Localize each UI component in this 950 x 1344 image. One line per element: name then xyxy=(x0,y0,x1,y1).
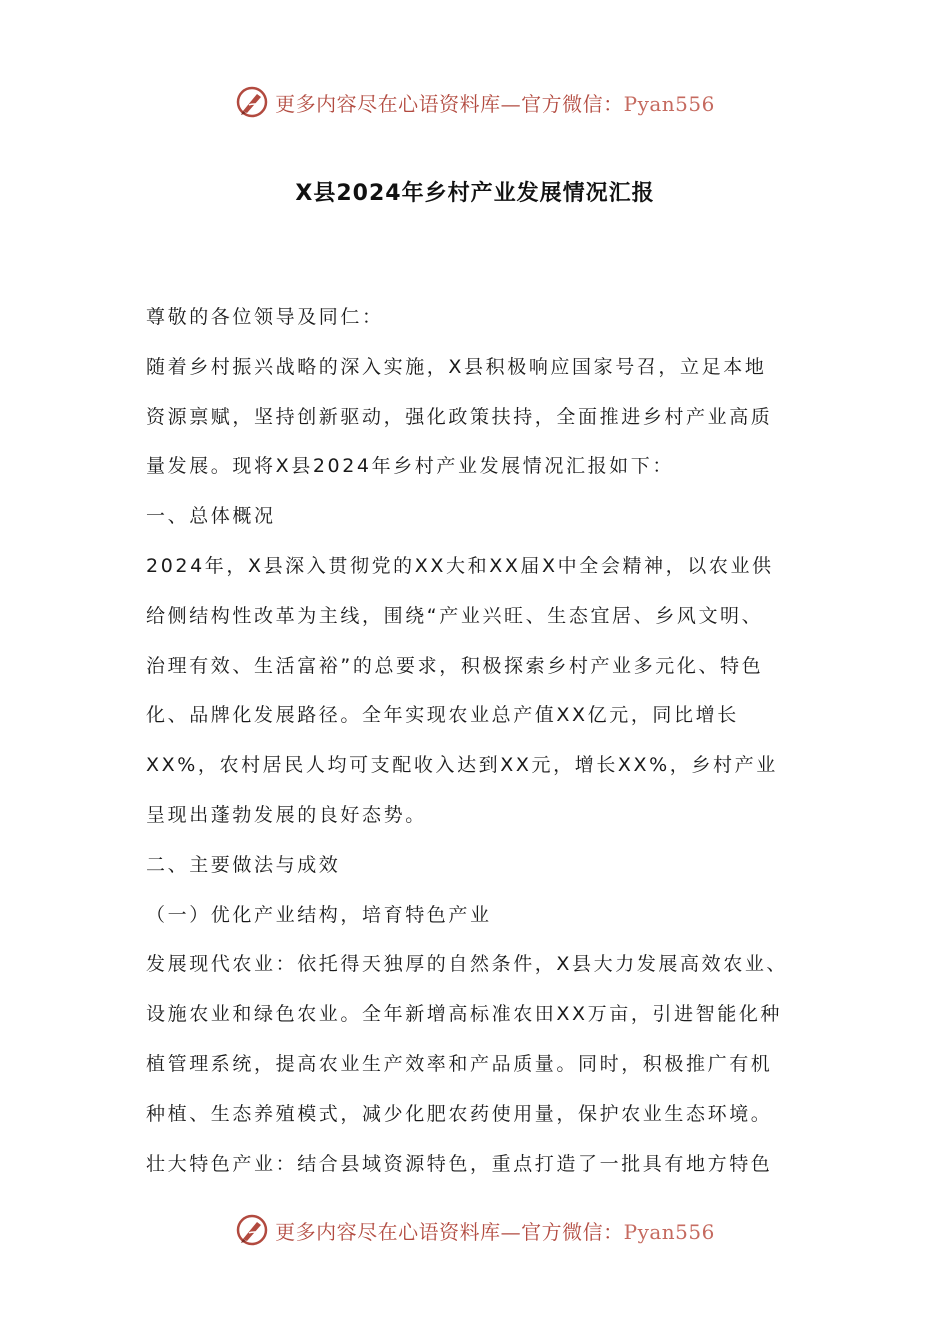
paragraph-line: XX%，农村居民人均可支配收入达到XX元，增长XX%，乡村产业 xyxy=(146,754,778,777)
subsection-heading: （一）优化产业结构，培育特色产业 xyxy=(146,903,492,926)
paragraph-line: 呈现出蓬勃发展的良好态势。 xyxy=(146,803,427,826)
section-heading: 一、总体概况 xyxy=(146,505,276,528)
wechat-id: Pyan556 xyxy=(623,91,715,116)
paragraph-line: 给侧结构性改革为主线，围绕“产业兴旺、生态宜居、乡风文明、 xyxy=(146,604,764,627)
document-body xyxy=(146,293,816,1189)
paragraph-line: 化、品牌化发展路径。全年实现农业总产值XX亿元，同比增长 xyxy=(146,704,739,727)
paragraph-line: 设施农业和绿色农业。全年新增高标准农田XX万亩，引进智能化种 xyxy=(146,1003,783,1026)
paragraph-line: 种植、生态养殖模式，减少化肥农药使用量，保护农业生态环境。 xyxy=(146,1102,773,1125)
paragraph-line: 壮大特色产业：结合县域资源特色，重点打造了一批具有地方特色 xyxy=(146,1152,773,1175)
greeting-line: 尊敬的各位领导及同仁： xyxy=(146,306,384,328)
pen-logo-icon xyxy=(235,85,269,119)
paragraph-line: 资源禀赋，坚持创新驱动，强化政策扶持，全面推进乡村产业高质 xyxy=(146,405,773,428)
document-title: X县2024年乡村产业发展情况汇报 xyxy=(295,181,655,206)
header-watermark xyxy=(0,80,950,124)
wechat-id: Pyan556 xyxy=(623,1219,715,1244)
pen-logo-icon xyxy=(235,1213,269,1247)
paragraph-line: 治理有效、生活富裕”的总要求，积极探索乡村产业多元化、特色 xyxy=(146,654,764,677)
watermark-text: 更多内容尽在心语资料库—官方微信：Pyan556 xyxy=(275,1219,715,1244)
paragraph-line: 植管理系统，提高农业生产效率和产品质量。同时，积极推广有机 xyxy=(146,1052,773,1075)
paragraph-line: 2024年，X县深入贯彻党的XX大和XX届X中全会精神，以农业供 xyxy=(146,554,774,577)
paragraph-line: 量发展。现将X县2024年乡村产业发展情况汇报如下： xyxy=(146,455,674,478)
section-heading: 二、主要做法与成效 xyxy=(146,853,341,876)
paragraph-line: 随着乡村振兴战略的深入实施，X县积极响应国家号召，立足本地 xyxy=(146,355,767,378)
footer-watermark xyxy=(0,1208,950,1252)
paragraph-line: 发展现代农业：依托得天独厚的自然条件，X县大力发展高效农业、 xyxy=(146,953,789,976)
watermark-text: 更多内容尽在心语资料库—官方微信：Pyan556 xyxy=(275,91,715,116)
